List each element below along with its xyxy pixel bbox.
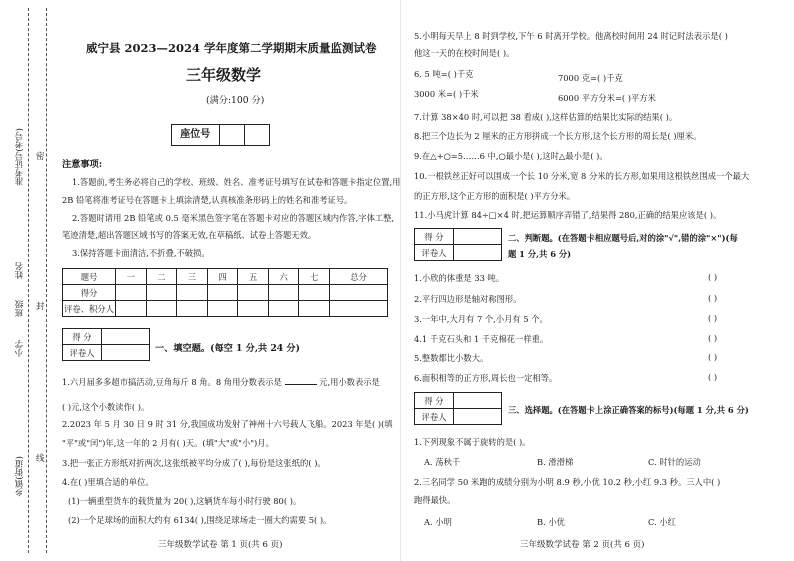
notes-title: 注意事项: [62,159,103,170]
seat-number-cell-1 [219,125,244,145]
score-table-header: 题号 [63,269,116,285]
question-1-line-2: ( )元,这个小数读作( )。 [62,402,150,412]
binding-label-class: 班级 [15,300,25,317]
choice-1-option-b[interactable]: B. 滑滑梯 [537,457,574,467]
seal-mark-mi: 密 [36,152,45,162]
seat-number-label: 座位号 [180,129,211,140]
question-9: 9.在△+○=5……6 中,○最小是( ),这时△最小是( )。 [414,151,608,161]
judge-item-5: 5.整数都比小数大。 [414,353,489,363]
score-table-header: 一 [116,269,147,285]
score-table-header: 三 [177,269,208,285]
choice-1-option-a[interactable]: A. 荡秋千 [424,457,461,467]
binding-label-exam-number: 准考证号(考号) [15,128,25,186]
question-1-text-b: 元,用小数表示是 [319,377,380,387]
score-table-header: 七 [299,269,330,285]
question-4: 4.在( )里填合适的单位。 [62,477,154,487]
question-11: 11.小马虎计算 84÷□×4 时,把运算顺序弄错了,结果得 280,正确的结果应该是( )。 [414,210,722,220]
score-box-label: 评卷人 [415,245,454,261]
judge-answer-6[interactable]: ( ) [708,372,718,382]
judge-answer-5[interactable]: ( ) [708,352,718,362]
score-table-header: 二 [146,269,177,285]
judge-item-6: 6.面积相等的正方形,周长也一定相等。 [414,373,558,383]
section2-score-box [414,228,502,261]
judge-answer-4[interactable]: ( ) [708,333,718,343]
fraction-blank[interactable] [285,376,317,385]
section3-score-box [414,392,502,425]
choice-2-line-2: 跑得最快。 [414,495,456,505]
question-5-line-1: 5.小明每天早上 8 时到学校,下午 6 时离开学校。他离校时间用 24 时记时法表示是( ) [414,31,728,41]
score-table [62,268,388,317]
section1-score-box [62,328,150,361]
score-table-row-label: 评卷、积分人 [63,301,116,317]
exam-title: 威宁县 2023—2024 学年度第二学期期末质量监测试卷 [86,41,377,55]
binding-margin [0,0,52,561]
section2-title: 二、判断题。(在答题卡相应题号后,对的涂"√",错的涂"×")(每 [508,233,738,243]
score-table-row-label: 得分 [63,285,116,301]
choice-2-line-1: 2.三名同学 50 米跑的成绩分别为小明 8.9 秒,小优 10.2 秒,小红 9.3 秒。三人中( ) [414,477,721,487]
judge-answer-1[interactable]: ( ) [708,272,718,282]
score-table-header: 六 [268,269,299,285]
note-line-2: 2B 铅笔将准考证号在答题卡上填涂清楚,认真核准条形码上的姓名和准考证号。 [62,195,353,205]
subject-title: 三年级数学 [186,66,262,84]
score-table-header: 总分 [330,269,388,285]
score-box-label: 得 分 [63,329,102,345]
question-4-part-2: (2)一个足球场的面积大约有 6134( ),围绕足球场走一圈大约需要 5( )。 [68,515,332,525]
binding-line-outer [46,8,47,553]
question-5-line-2: 他这一天的在校时间是( )。 [414,48,515,58]
question-7: 7.计算 38×40 时,可以把 38 看成( ),这样估算的结果比实际的结果( )。 [414,112,678,122]
page-1-footer: 三年级数学试卷 第 1 页(共 6 页) [158,540,283,550]
question-1 [62,376,380,388]
question-8: 8.把三个边长为 2 厘米的正方形拼成一个长方形,这个长方形的周长是( )厘米。 [414,131,702,141]
full-score: (满分:100 分) [206,95,265,106]
choice-2-option-b[interactable]: B. 小优 [537,517,565,527]
binding-label-name: 姓名 [15,262,25,279]
score-box-label: 得 分 [415,229,454,245]
note-line-5: 3.保持答题卡面清洁,不折叠,不破损。 [72,248,210,258]
choice-1-option-c[interactable]: C. 时针的运动 [648,457,701,467]
question-6-left-1: 6. 5 吨=( )千克 [414,69,474,79]
binding-label-town: 乡镇(街道) [15,456,25,497]
question-10-line-2: 的正方形,这个正方形的面积是( )平方分米。 [414,191,576,201]
question-6-left-2: 3000 米=( )千米 [414,89,479,99]
judge-answer-3[interactable]: ( ) [708,313,718,323]
note-line-3: 2.答题时请用 2B 铅笔或 0.5 毫米黑色签字笔在答题卡对应的答题区域内作答,字体工整, [72,213,395,223]
question-1-text-a: 1.六月届多多超市搞活动,豆角每斤 8 角。8 角用分数表示是 [62,377,282,387]
judge-item-3: 3.一年中,大月有 7 个,小月有 5 个。 [414,314,548,324]
note-line-4: 笔迹清楚,超出答题区域书写的答案无效,在草稿纸、试卷上答题无效。 [62,230,317,240]
binding-label-school: 小学 [15,340,25,357]
question-4-part-1: (1)一辆重型货车的载货量为 20( ),这辆货车每小时行驶 80( )。 [68,496,302,506]
section3-title: 三、选择题。(在答题卡上涂正确答案的标号)(每题 1 分,共 6 分) [508,405,749,415]
question-3: 3.把一张正方形纸对折两次,这张纸被平均分成了( ),每份是这张纸的( )。 [62,458,326,468]
score-box-label: 评卷人 [415,409,454,425]
binding-line-inner [28,8,29,553]
question-2-line-1: 2.2023 年 5 月 30 日 9 时 31 分,我国成功发射了神州十六号载人飞船。2023 年是( )(填 [62,419,393,429]
question-10-line-1: 10.一根铁丝正好可以围成一个长 10 分米,宽 8 分米的长方形,如果用这根铁丝围成一个最大 [414,171,750,181]
page-2-footer: 三年级数学试卷 第 2 页(共 6 页) [520,540,645,550]
question-6-right-2: 6000 平方分米=( )平方米 [558,93,656,103]
judge-item-1: 1.小欣的体重是 33 吨。 [414,273,505,283]
judge-item-4: 4.1 千克石头和 1 千克棉花一样重。 [414,334,549,344]
page-divider [400,0,401,561]
choice-1: 1.下列现象不属于旋转的是( )。 [414,437,531,447]
seat-number-cell-2 [244,125,269,145]
seal-mark-feng: 封 [36,302,45,312]
score-table-header: 五 [238,269,269,285]
seal-mark-xian: 线 [36,454,45,464]
score-box-label: 得 分 [415,393,454,409]
question-6-right-1: 7000 克=( )千克 [558,73,623,83]
judge-item-2: 2.平行四边形是轴对称图形。 [414,294,522,304]
score-table-header: 四 [207,269,238,285]
section1-title: 一、填空题。(每空 1 分,共 24 分) [155,343,300,354]
choice-2-option-c[interactable]: C. 小红 [648,517,676,527]
choice-2-option-a[interactable]: A. 小明 [424,517,452,527]
seat-number-box [171,124,270,146]
judge-answer-2[interactable]: ( ) [708,293,718,303]
note-line-1: 1.答题前,考生务必将自己的学校、班级、姓名、准考证号填写在试卷和答题卡指定位置,用 [72,177,401,187]
section2-title-cont: 题 1 分,共 6 分) [508,249,572,259]
question-2-line-2: "平"或"闰")年,这一年的 2 月有( )天。(填"大"或"小")月。 [62,438,274,448]
score-box-label: 评卷人 [63,345,102,361]
